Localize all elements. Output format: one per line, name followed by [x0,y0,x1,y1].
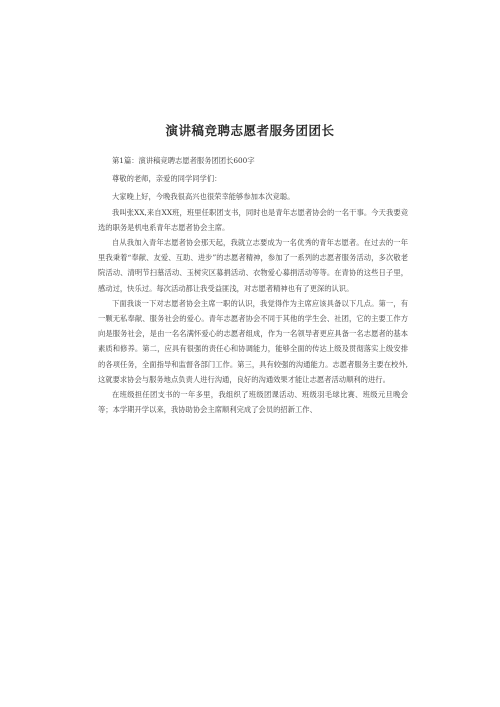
paragraph-greeting: 大家晚上好，今晚我很高兴也很荣幸能够参加本次竞聪。 [112,192,295,202]
paragraph-salutation: 尊敬的老师，亲爱的同学同学们： [112,174,222,184]
document-title: 演讲稿竞聘志愿者服务团团长 [165,123,335,138]
paragraph-class-work: 在班级担任团支书的一年多里，我组织了班级团课活动、班级羽毛球比赛、班级元旦晚会等；本学期开学以来，我协助协会主席顺利完成了会员的招新工作、 [98,390,408,415]
paragraph-experience: 自从我加入青年志愿者协会那天起，我就立志要成为一名优秀的青年志愿者。在过去的一年里我秉着“奉献、友爱、互助、进步”的志愿者精神，参加了一系列的志愿者服务活动，多次敬老院活动、清明节扫墓活动、玉树灾区募捐活动、衣物爱心募捐活动等等。在青协的这些日子里，感动过，快乐过。每次活动都让我受益匪浅，对志愿者精神也有了更深的认识。 [98,238,408,293]
paragraph-introduction: 我叫张XX,来自XX班，班里任职团支书，同时也是青年志愿者协会的一名干事。今天我要竞选的职务是机电系青年志愿者协会主席。 [98,207,408,232]
paragraph-role-understanding: 下面我谈一下对志愿者协会主席一职的认识，我觉得作为主席应该具备以下几点。第一，有一颗无私奉献、服务社会的爱心。青年志愿者协会不同于其他的学生会、社团，它的主要工作方向是服务社会，是由一名名满怀爱心的志愿者组成，作为一名领导者更应具备一名志愿者的基本素质和修养。第二，应具有很强的责任心和协调能力，能够全面的传达上级及贯彻落实上级安排的各项任务，全面指导和监督各部门工作。第三，具有较强的沟通能力。志愿者服务主要在校外,这就要求协会与服务地点负责人进行沟通，良好的沟通效果才能让志愿者活动顺利的进行。 [98,298,408,384]
paragraph-heading: 第1篇：演讲稿竞聘志愿者服务团团长600字 [112,156,255,165]
document-body [98,153,408,417]
